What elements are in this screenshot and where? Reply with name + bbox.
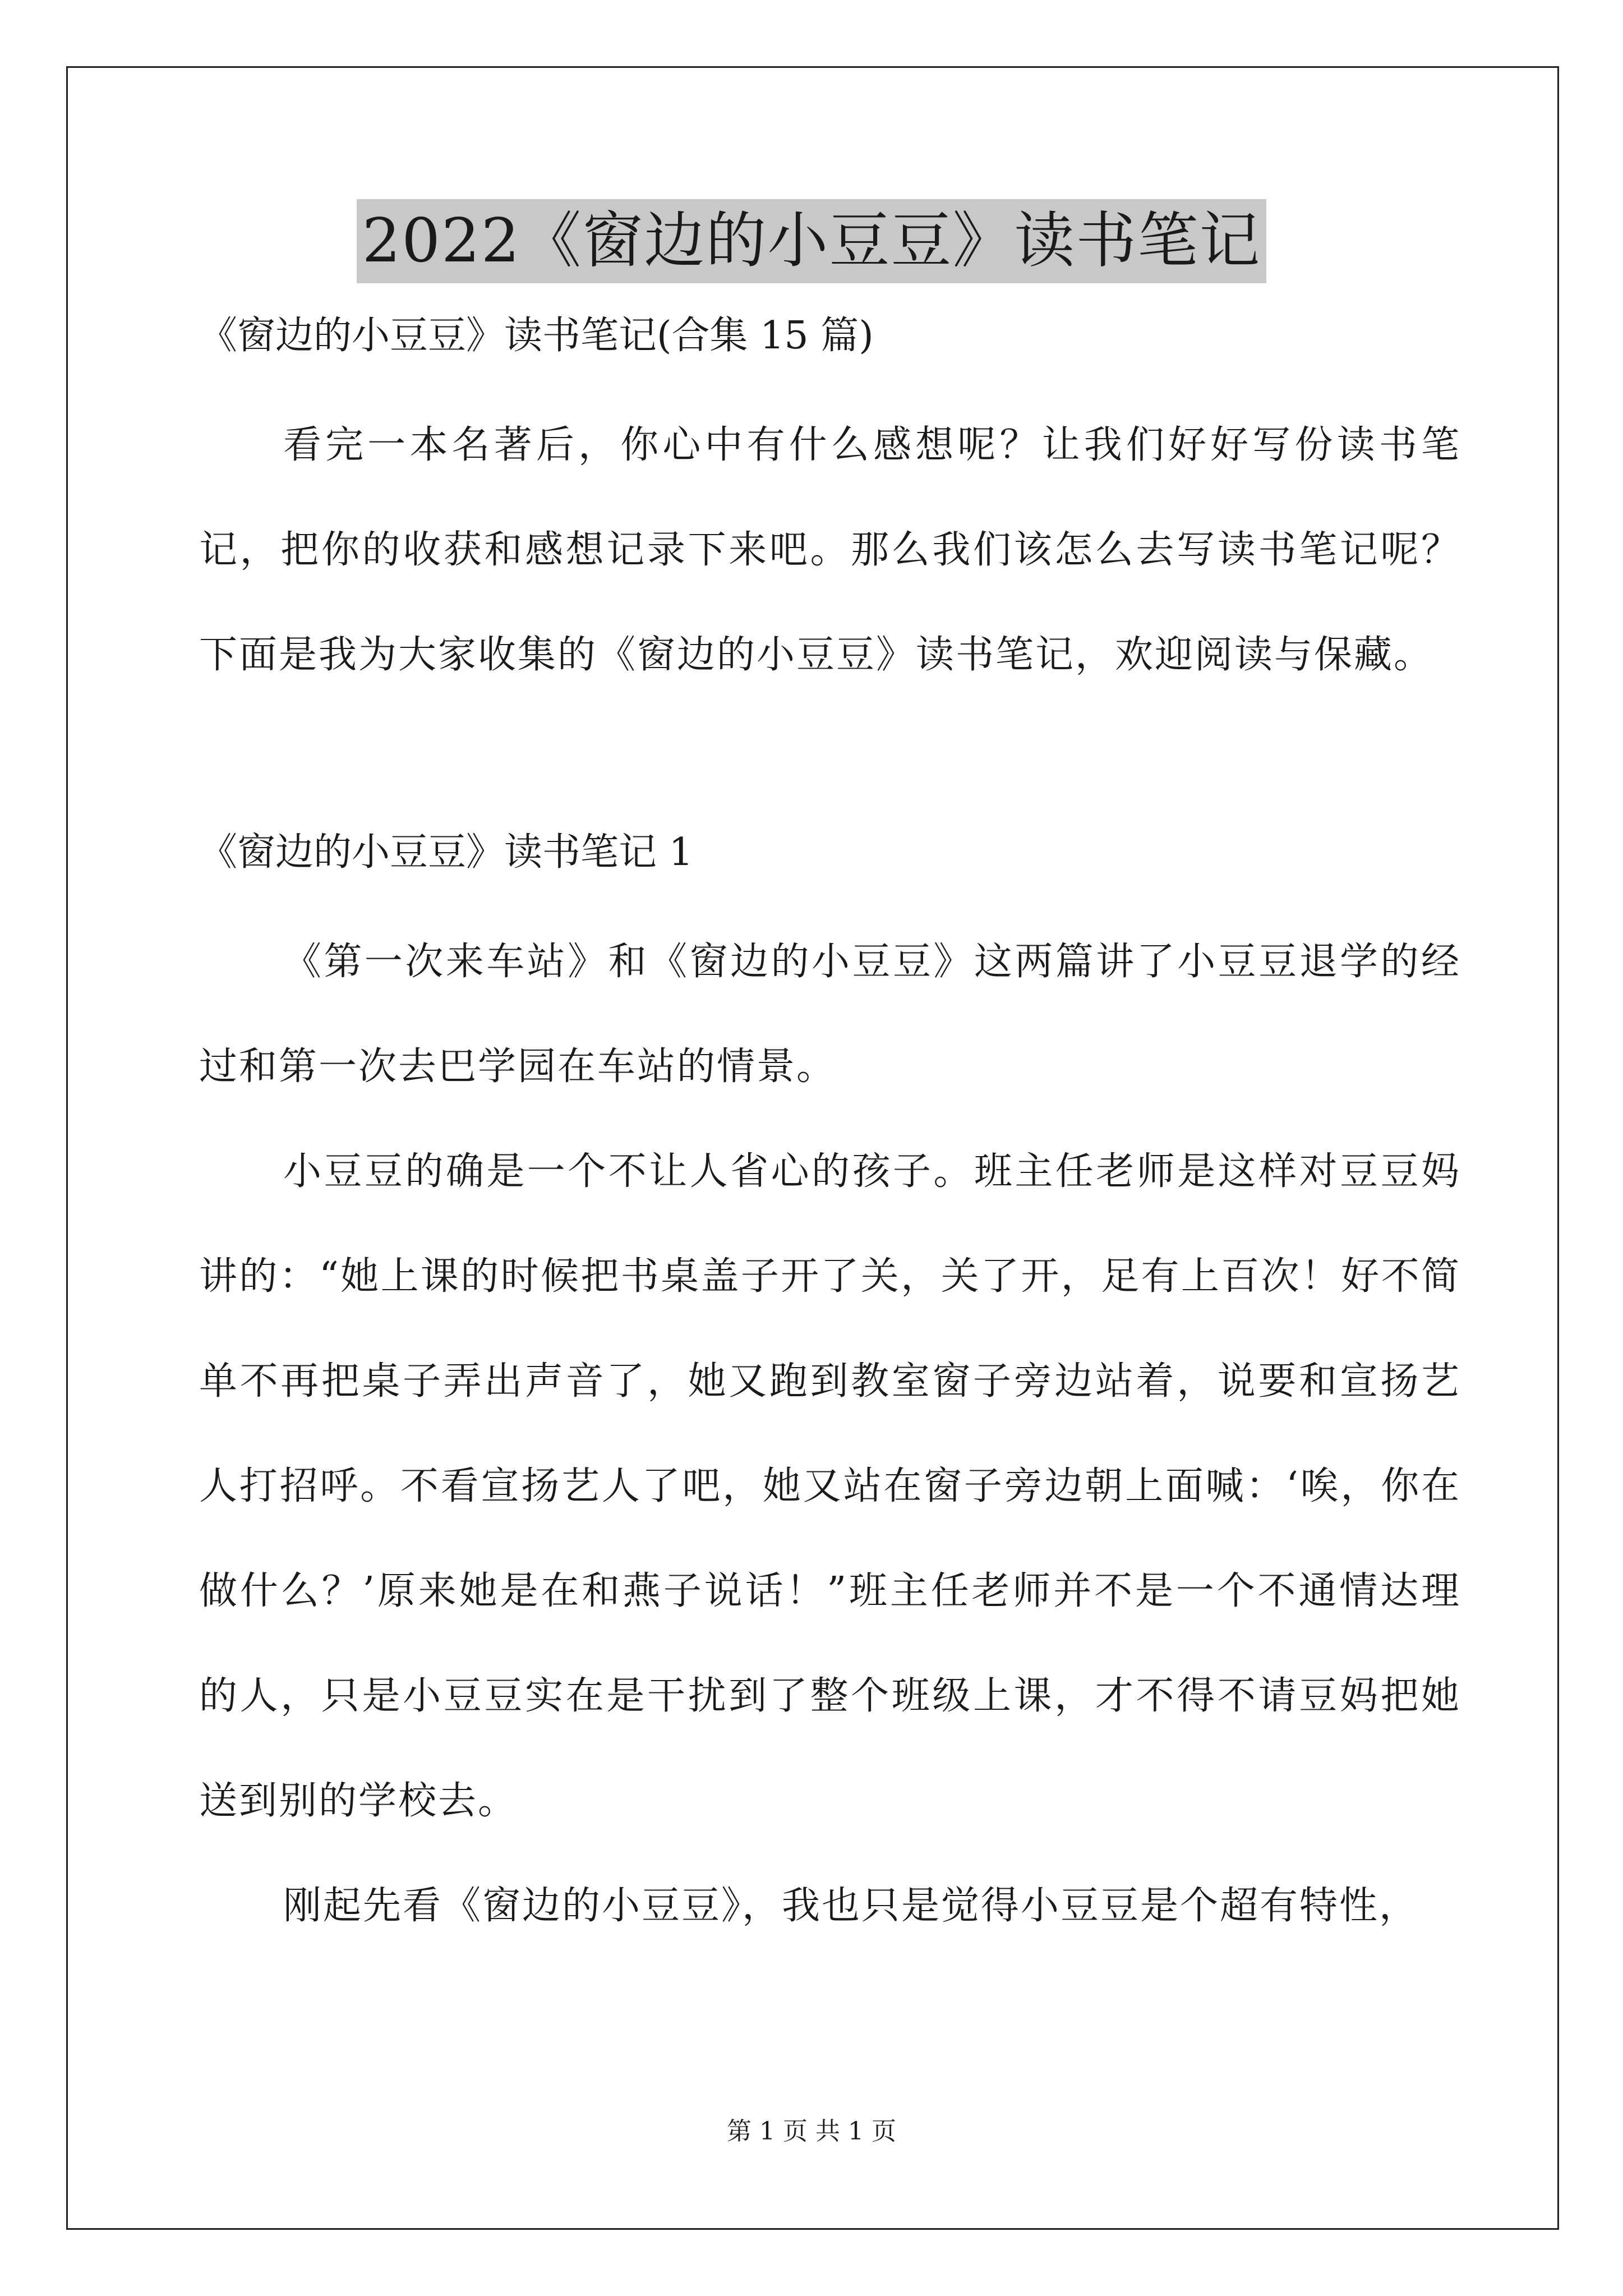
document-subtitle: 《窗边的小豆豆》读书笔记(合集 15 篇): [199, 314, 874, 358]
document-title: 2022《窗边的小豆豆》读书笔记: [357, 199, 1267, 283]
body-paragraph: 刚起先看《窗边的小豆豆》，我也只是觉得小豆豆是个超有特性，: [283, 1884, 1419, 1928]
intro-paragraph: 看完一本名著后，你心中有什么感想呢？让我们好好写份读书笔记，把你的收获和感想记录下来吧。那么我们该怎么去写读书笔记呢？下面是我为大家收集的《窗边的小豆豆》读书笔记，欢迎阅读与保藏。: [199, 423, 1461, 677]
section-heading: 《窗边的小豆豆》读书笔记 1: [199, 830, 693, 875]
document-body: [199, 303, 1461, 1958]
title-container: [0, 199, 1623, 283]
body-paragraph: 小豆豆的确是一个不让人省心的孩子。班主任老师是这样对豆豆妈讲的：“她上课的时候把书桌盖子开了关，关了开，足有上百次！好不简单不再把桌子弄出声音了，她又跑到教室窗子旁边站着，说要和宣扬艺人打招呼。不看宣扬艺人了吧，她又站在窗子旁边朝上面喊：‘唉，你在做什么？’原来她是在和燕子说话！”班主任老师并不是一个不通情达理的人，只是小豆豆实在是干扰到了整个班级上课，才不得不请豆妈把她送到别的学校去。: [199, 1149, 1461, 1823]
spacer: [199, 707, 1461, 820]
spacer: [199, 886, 1461, 909]
page-footer: 第 1 页 共 1 页: [727, 2117, 896, 2146]
body-paragraph: 《第一次来车站》和《窗边的小豆豆》这两篇讲了小豆豆退学的经过和第一次去巴学园在车站的情景。: [199, 940, 1461, 1089]
spacer: [199, 369, 1461, 393]
